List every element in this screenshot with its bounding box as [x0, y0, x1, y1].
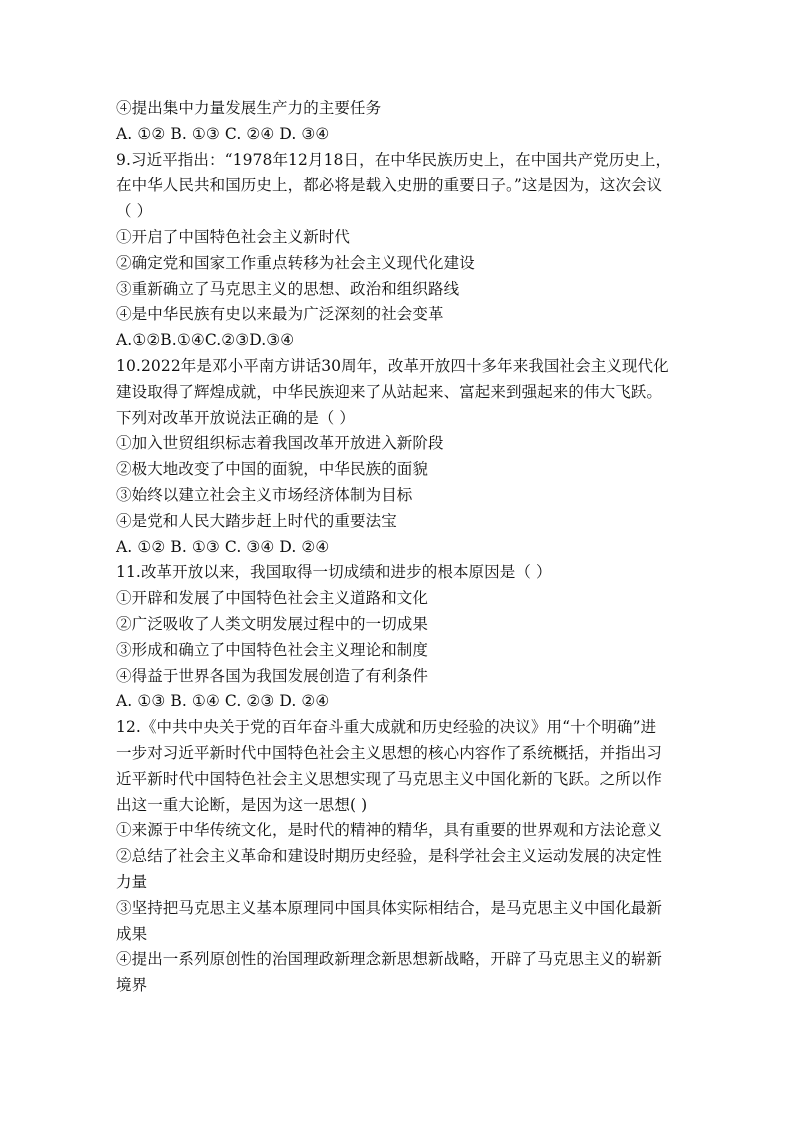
document-page: [116, 96, 682, 999]
question-12-line-3: 近平新时代中国特色社会主义思想实现了马克思主义中国化新的飞跃。之所以作: [116, 769, 663, 788]
option-3-q10: ③始终以建立社会主义市场经济体制为目标: [116, 485, 413, 504]
option-1-q11: ①开辟和发展了中国特色社会主义道路和文化: [116, 589, 429, 608]
question-10-line-2: 建设取得了辉煌成就，中华民族迎来了从站起来、富起来到强起来的伟大飞跃。: [116, 382, 663, 401]
option-2-q11: ②广泛吸收了人类文明发展过程中的一切成果: [116, 614, 429, 633]
answer-choices-q8: A. ①② B. ①③ C. ②④ D. ③④: [116, 124, 330, 143]
question-9-line-2: 在中华人民共和国历史上，都必将是载入史册的重要日子。”这是因为，这次会议: [116, 176, 663, 195]
question-10-line-1: 10.2022年是邓小平南方讲话30周年，改革开放四十多年来我国社会主义现代化: [116, 356, 669, 375]
option-2-q9: ②确定党和国家工作重点转移为社会主义现代化建设: [116, 253, 475, 272]
option-1-q10: ①加入世贸组织标志着我国改革开放进入新阶段: [116, 434, 444, 453]
option-4-q12-line-1: ④提出一系列原创性的治国理政新理念新思想新战略，开辟了马克思主义的崭新: [116, 950, 663, 969]
question-10-line-3: 下列对改革开放说法正确的是（ ）: [116, 408, 356, 427]
option-3-q11: ③形成和确立了中国特色社会主义理论和制度: [116, 640, 429, 659]
question-12-line-1: 12.《中共中央关于党的百年奋斗重大成就和历史经验的决议》用“十个明确”进: [116, 718, 657, 737]
option-4-q10: ④是党和人民大踏步赶上时代的重要法宝: [116, 511, 397, 530]
option-3-q12-line-1: ③坚持把马克思主义基本原理同中国具体实际相结合，是马克思主义中国化最新: [116, 898, 663, 917]
option-1-q12: ①来源于中华传统文化，是时代的精神的精华，具有重要的世界观和方法论意义: [116, 821, 663, 840]
question-12-line-4: 出这一重大论断，是因为这一思想( ): [116, 795, 368, 814]
option-2-q10: ②极大地改变了中国的面貌，中华民族的面貌: [116, 460, 429, 479]
question-12-line-2: 一步对习近平新时代中国特色社会主义思想的核心内容作了系统概括，并指出习: [116, 743, 663, 762]
option-1-q9: ①开启了中国特色社会主义新时代: [116, 227, 351, 246]
option-4-q12-line-2: 境界: [116, 976, 148, 995]
option-2-q12-line-1: ②总结了社会主义革命和建设时期历史经验，是科学社会主义运动发展的决定性: [116, 847, 663, 866]
option-4-q9: ④是中华民族有史以来最为广泛深刻的社会变革: [116, 305, 444, 324]
option-4-q11: ④得益于世界各国为我国发展创造了有利条件: [116, 666, 429, 685]
answer-choices-q10: A. ①② B. ①③ C. ③④ D. ②④: [116, 537, 330, 556]
question-9-blank: （ ）: [116, 202, 153, 221]
question-11: 11.改革开放以来，我国取得一切成绩和进步的根本原因是（ ）: [116, 563, 552, 582]
question-9-line-1: 9.习近平指出：“1978年12月18日，在中华民族历史上，在中国共产党历史上，: [116, 150, 672, 169]
option-2-q12-line-2: 力量: [116, 872, 148, 891]
answer-choices-q11: A. ①③ B. ①④ C. ②③ D. ②④: [116, 692, 330, 711]
option-3-q9: ③重新确立了马克思主义的思想、政治和组织路线: [116, 279, 460, 298]
option-3-q12-line-2: 成果: [116, 924, 148, 943]
option-4-q8: ④提出集中力量发展生产力的主要任务: [116, 99, 382, 117]
answer-choices-q9: A.①②B.①④C.②③D.③④: [116, 331, 295, 350]
